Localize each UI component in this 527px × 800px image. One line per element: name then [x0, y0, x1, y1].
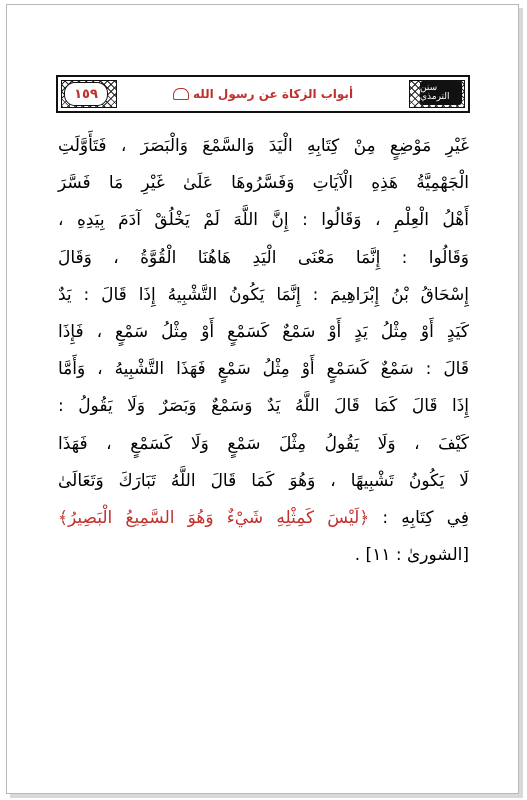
emblem-text: سنن الترمذي [420, 83, 450, 102]
quran-verse: ﴿لَيْسَ كَمِثْلِهِ شَيْءٌ وَهُوَ السَّمِيعُ الْبَصِيرُ﴾ [58, 507, 370, 528]
verse-reference: [الشورىٰ : ١١] . [354, 545, 469, 566]
page-number-badge [64, 82, 108, 106]
text-line-9: كَيْفَ ، وَلَا يَقُولُ مِثْلَ سَمْعٍ وَلَا كَسَمْعٍ ، فَهَذَا [58, 433, 469, 454]
text-line-6: كَيَدٍ أَوْ مِثْلُ يَدٍ أَوْ سَمْعٌ كَسَمْعٍ أَوْ مِثْلُ سَمْعٍ ، فَإِذَا [58, 321, 469, 342]
text-line-1: غَيْرِ مَوْضِعٍ مِنْ كِتَابِهِ الْيَدَ وَالسَّمْعَ وَالْبَصَرَ ، فَتَأَوَّلَتِ [58, 136, 469, 156]
quote-prefix: فِي كِتَابِهِ : [369, 507, 469, 528]
text-line-10: لَا يَكُونُ تَشْبِيهًا ، وَهُوَ كَمَا قَالَ اللَّهُ تَبَارَكَ وَتَعَالَىٰ [58, 470, 469, 491]
text-line-8: إِذَا قَالَ كَمَا قَالَ اللَّهُ يَدٌ وَسَمْعٌ وَبَصَرٌ وَلَا يَقُولُ : [58, 396, 469, 417]
header-title: أبواب الزكاة عن رسول الله [192, 87, 354, 101]
quote-line [58, 500, 469, 537]
text-line-7: قَالَ : سَمْعٌ كَسَمْعٍ أَوْ مِثْلُ سَمْعٍ فَهَذَا التَّشْبِيهُ ، وَأَمَّا [58, 359, 469, 380]
text-line-4: وَقَالُوا : إِنَّمَا مَعْنَى الْيَدِ هَاهُنَا الْقُوَّةُ ، وَقَالَ [58, 247, 469, 268]
page-header [56, 75, 470, 113]
salawat-icon [173, 88, 189, 100]
text-line-2: الْجَهْمِيَّةُ هَذِهِ الْآيَاتِ وَفَسَّرُوهَا عَلَىٰ غَيْرِ مَا فَسَّرَ [58, 173, 469, 194]
text-line-5: إِسْحَاقُ بْنُ إِبْرَاهِيمَ : إِنَّمَا يَكُونُ التَّشْبِيهُ إِذَا قَالَ : يَدٌ [58, 284, 469, 305]
header-title-band [116, 80, 410, 108]
book-emblem-icon [420, 81, 462, 105]
text-line-3: أَهْلُ الْعِلْمِ ، وَقَالُوا : إِنَّ اللَّهَ لَمْ يَخْلُقْ آدَمَ بِيَدِهِ ، [58, 210, 469, 231]
page-number: ١٥٩ [74, 86, 98, 102]
body-text [58, 128, 469, 574]
